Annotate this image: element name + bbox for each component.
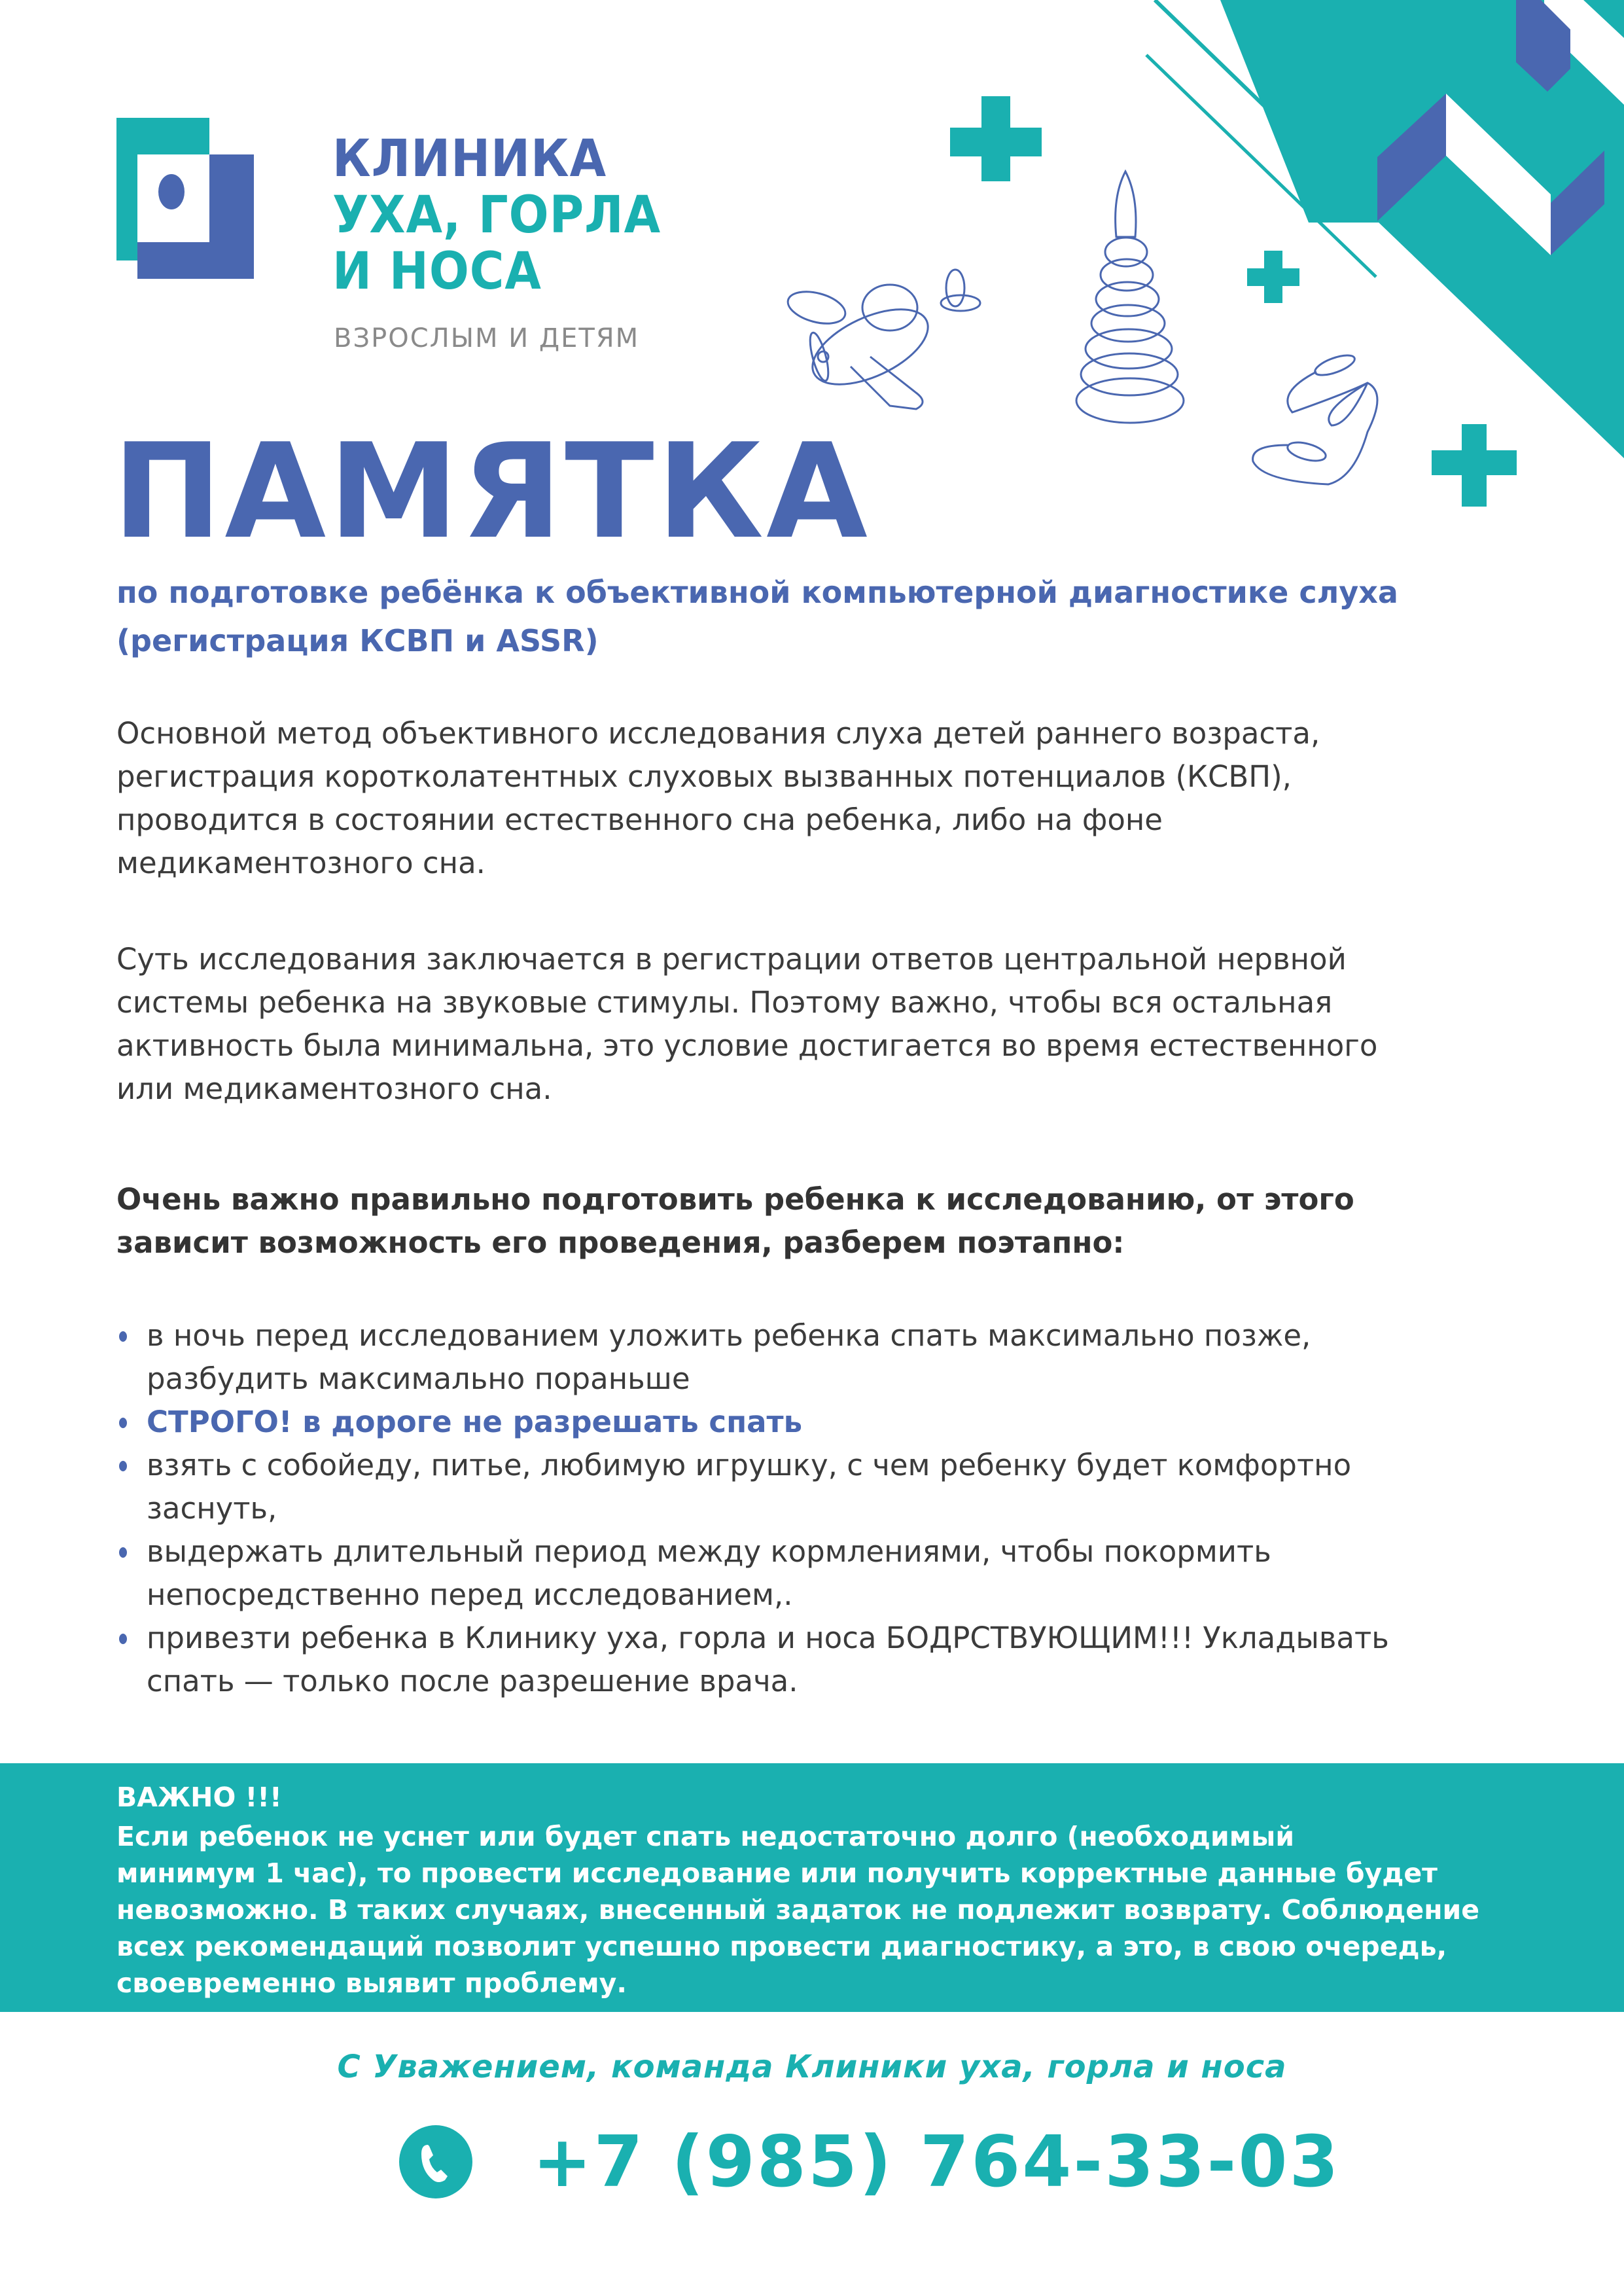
- paragraph-line: системы ребенка на звуковые стимулы. Поэтому важно, чтобы вся остальная: [116, 985, 1333, 1020]
- logo-line-ent: УХА, ГОРЛА: [332, 186, 662, 245]
- paragraph-line: регистрация коротколатентных слуховых вызванных потенциалов (КСВП),: [116, 759, 1292, 794]
- logo-tagline: ВЗРОСЛЫМ И ДЕТЯМ: [334, 323, 640, 353]
- logo-line-clinic: КЛИНИКА: [332, 130, 607, 188]
- clinic-logo-text: [332, 131, 690, 300]
- paragraph-line: Суть исследования заключается в регистрации ответов центральной нервной: [116, 942, 1347, 977]
- intro-line: зависит возможность его проведения, разберем поэтапно:: [116, 1225, 1125, 1260]
- list-item-line: непосредственно перед исследованием,.: [147, 1577, 793, 1612]
- notice-line: всех рекомендаций позволит успешно провести диагностику, а это, в свою очередь,: [116, 1931, 1447, 1962]
- preparation-intro: [116, 1178, 1491, 1265]
- paragraph-line: проводится в состоянии естественного сна ребенка, либо на фоне: [116, 802, 1163, 837]
- bullet-icon: [119, 1547, 127, 1558]
- bullet-icon: [119, 1461, 127, 1471]
- bullet-icon: [119, 1331, 127, 1342]
- stacking-pyramid-illustration: [1076, 171, 1184, 423]
- plus-icon: [1432, 424, 1517, 507]
- decor-teal-band: [1220, 0, 1624, 458]
- list-item-line: взять с собойеду, питье, любимую игрушку, с чем ребенку будет комфортно: [147, 1448, 1352, 1482]
- list-item-line: спать — только после разрешение врача.: [147, 1664, 798, 1698]
- list-item-line: разбудить максимально пораньше: [147, 1361, 690, 1396]
- bullet-icon: [119, 1634, 127, 1644]
- notice-line: минимум 1 час), то провести исследование или получить корректные данные будет: [116, 1857, 1438, 1889]
- notice-line: невозможно. В таких случаях, внесенный задаток не подлежит возврату. Соблюдение: [116, 1894, 1480, 1926]
- notice-line: своевременно выявит проблему.: [116, 1967, 627, 1999]
- bullet-icon: [119, 1418, 127, 1428]
- page-title: ПАМЯТКА: [113, 416, 870, 568]
- plus-icon: [1247, 251, 1299, 303]
- notice-heading: ВАЖНО !!!: [116, 1782, 282, 1813]
- decor-blue-facet: [1551, 151, 1604, 255]
- clinic-logo-mark: [116, 118, 254, 279]
- list-item: [116, 1617, 1523, 1703]
- subtitle-line: (регистрация КСВП и ASSR): [116, 623, 599, 658]
- list-item: [116, 1530, 1523, 1617]
- strict-label: СТРОГО!: [147, 1405, 292, 1439]
- decor-white-slot: [1446, 94, 1551, 255]
- list-item-line: заснуть,: [147, 1491, 277, 1526]
- list-item: [116, 1314, 1523, 1401]
- intro-line: Очень важно правильно подготовить ребенка к исследованию, от этого: [116, 1182, 1354, 1217]
- paragraph-line: или медикаментозного сна.: [116, 1071, 552, 1106]
- decor-teal-band-lower: [1377, 156, 1624, 458]
- decor-line: [1146, 55, 1376, 277]
- decor-line: [1155, 0, 1299, 139]
- paragraph-line: Основной метод объективного исследования слуха детей раннего возраста,: [116, 716, 1320, 751]
- plus-icon: [950, 96, 1042, 181]
- list-item-line: выдержать длительный период между кормлениями, чтобы покормить: [147, 1534, 1271, 1569]
- decor-blue-facet: [1377, 94, 1446, 221]
- notice-line: Если ребенок не уснет или будет спать недостаточно долго (необходимый: [116, 1821, 1295, 1852]
- phone-contact[interactable]: [399, 2119, 1341, 2204]
- important-notice: [0, 1763, 1624, 2012]
- jump-rope-illustration: [1253, 351, 1377, 484]
- list-item-line: в ночь перед исследованием уложить ребенка спать максимально позже,: [147, 1318, 1311, 1353]
- list-item-strict: [116, 1401, 1523, 1444]
- phone-number[interactable]: +7 (985) 764-33-03: [533, 2121, 1341, 2203]
- intro-paragraph: [116, 712, 1491, 885]
- logo-line-nose: И НОСА: [332, 242, 542, 301]
- paragraph-line: активность была минимальна, это условие достигается во время естественного: [116, 1028, 1378, 1063]
- subtitle-line: по подготовке ребёнка к объективной компьютерной диагностике слуха: [116, 575, 1398, 610]
- decor-blue-facet: [1516, 0, 1570, 92]
- phone-icon: [399, 2125, 472, 2198]
- list-item: [116, 1444, 1523, 1530]
- decor-white-stripe: [1544, 0, 1624, 105]
- list-item-line: привезти ребенка в Клинику уха, горла и носа БОДРСТВУЮЩИМ!!! Укладывать: [147, 1621, 1389, 1655]
- page-subtitle: [116, 568, 1523, 665]
- paragraph-line: медикаментозного сна.: [116, 846, 485, 880]
- strict-text: в дороге не разрешать спать: [302, 1405, 803, 1439]
- preparation-steps-list: [116, 1314, 1523, 1703]
- notice-content: [116, 1778, 1523, 2001]
- essence-paragraph: [116, 938, 1491, 1111]
- airplane-toy-illustration: [785, 270, 980, 409]
- signature: С Уважением, команда Клиники уха, горла и носа: [337, 2049, 1287, 2085]
